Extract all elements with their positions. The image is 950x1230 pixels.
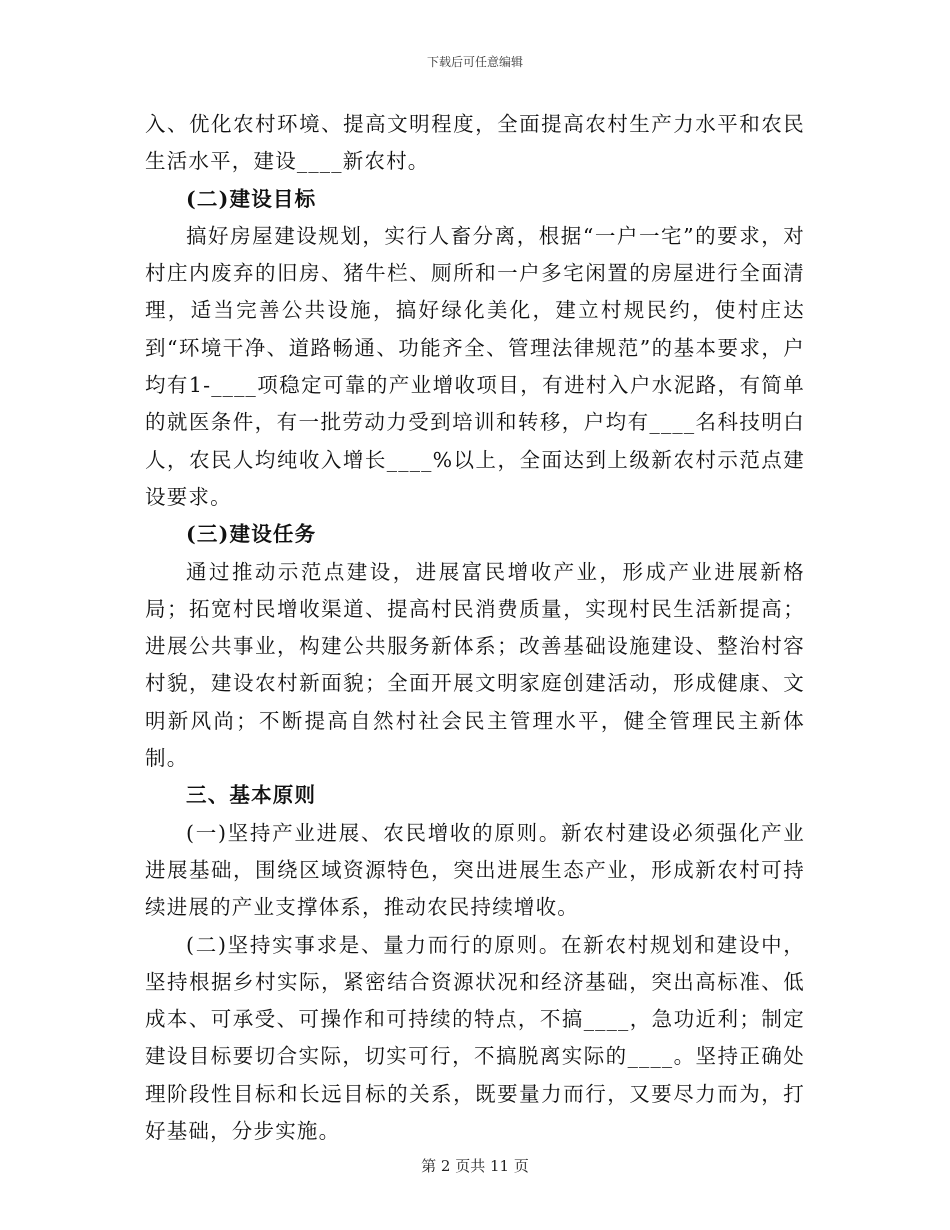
page-header: 下载后可任意编辑 — [426, 55, 523, 69]
paragraph: (二)坚持实事求是、量力而行的原则。在新农村规划和建设中，坚持根据乡村实际，紧密结合资源状况和经济基础，突出高标准、低成本、可承受、可操作和可持续的特点，不搞____，急功近利；制定建设目标要切合实际，切实可行，不搞脱离实际的____。坚持正确处理阶段性目标和长远目标的关系，既要量力而行，又要尽力而为，打好基础，分步实施。 — [145, 932, 805, 1144]
paragraph: 入、优化农村环境、提高文明程度，全面提高农村生产力水平和农民生活水平，建设____新农村。 — [145, 112, 805, 174]
paragraph: (一)坚持产业进展、农民增收的原则。新农村建设必须强化产业进展基础，围绕区域资源特色，突出进展生态产业，形成新农村可持续进展的产业支撑体系，推动农民持续增收。 — [145, 820, 805, 920]
section-heading: 三、基本原则 — [186, 783, 317, 808]
paragraph: 搞好房屋建设规划，实行人畜分离，根据“一户一宅”的要求，对村庄内废弃的旧房、猪牛栏、厕所和一户多宅闲置的房屋进行全面清理，适当完善公共设施，搞好绿化美化，建立村规民约，使村庄达到“环境干净、道路畅通、功能齐全、管理法律规范”的基本要求，户均有1-____项稳定可靠的产业增收项目，有进村入户水泥路，有简单的就医条件，有一批劳动力受到培训和转移，户均有____名科技明白人，农民人均纯收入增长____%以上，全面达到上级新农村示范点建设要求。 — [145, 223, 805, 509]
body-text — [145, 106, 805, 1150]
section-heading: (三)建设任务 — [186, 522, 317, 547]
page-footer: 第 2 页共 11 页 — [421, 1157, 529, 1175]
section-heading: (二)建设目标 — [186, 186, 317, 211]
paragraph: 通过推动示范点建设，进展富民增收产业，形成产业进展新格局；拓宽村民增收渠道、提高村民消费质量，实现村民生活新提高；进展公共事业，构建公共服务新体系；改善基础设施建设、整治村容村貌，建设农村新面貌；全面开展文明家庭创建活动，形成健康、文明新风尚；不断提高自然村社会民主管理水平，健全管理民主新体制。 — [145, 559, 805, 771]
